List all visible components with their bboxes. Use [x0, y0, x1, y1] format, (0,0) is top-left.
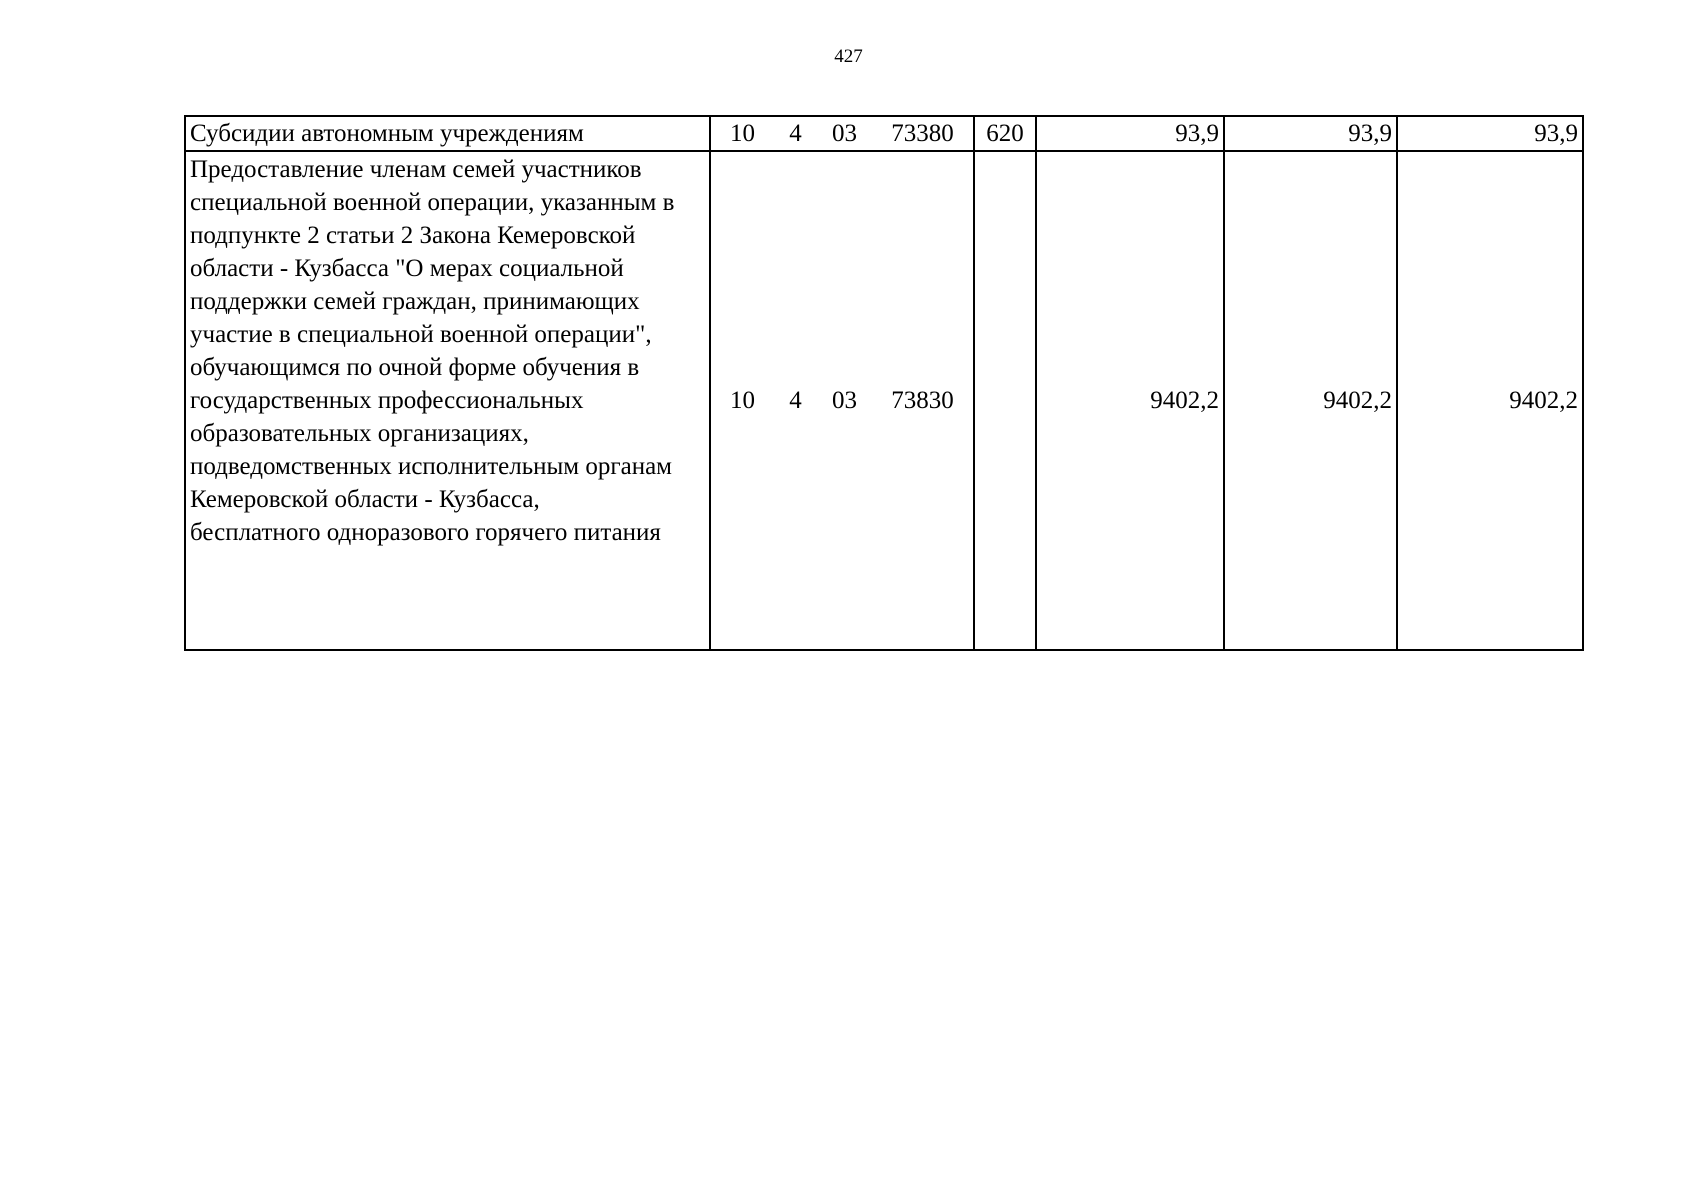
row-name-line: обучающимся по очной форме обучения в: [190, 354, 640, 381]
page-number: 427: [834, 46, 863, 67]
row-name-line: специальной военной операции, указанным в: [190, 189, 675, 216]
row-name-line: Субсидии автономным учреждениям: [190, 120, 584, 147]
row-name-line: поддержки семей граждан, принимающих: [190, 288, 640, 315]
budget-table: [184, 115, 1584, 651]
vid-rashodov-cell: [974, 151, 1036, 650]
row-name-line: государственных профессиональных: [190, 387, 584, 414]
sum-cell-2: 9402,2: [1224, 151, 1397, 650]
table-row: [185, 116, 1583, 151]
napravlenie-cell: 73830: [872, 151, 974, 650]
sum-cell-1: 9402,2: [1036, 151, 1224, 650]
row-name-line: Предоставление членам семей участников: [190, 156, 642, 183]
sum-cell-3: 9402,2: [1397, 151, 1583, 650]
razdel-cell: 10: [710, 151, 774, 650]
row-name-line: бесплатного одноразового горячего питания: [190, 519, 661, 546]
row-name-line: Кемеровской области - Кузбасса,: [190, 486, 540, 513]
sum-cell-1: 93,9: [1036, 116, 1224, 151]
sum-cell-2: 93,9: [1224, 116, 1397, 151]
row-name-line: образовательных организациях,: [190, 420, 529, 447]
sum-cell-3: 93,9: [1397, 116, 1583, 151]
row-name-cell: [185, 151, 710, 650]
napravlenie-cell: 73380: [872, 116, 974, 151]
programma-cell: 03: [817, 116, 872, 151]
podrazdel-cell: 4: [774, 116, 817, 151]
row-name-cell: [185, 116, 710, 151]
programma-cell: 03: [817, 151, 872, 650]
row-name-line: участие в специальной военной операции",: [190, 321, 652, 348]
razdel-cell: 10: [710, 116, 774, 151]
row-name-line: подпункте 2 статьи 2 Закона Кемеровской: [190, 222, 636, 249]
podrazdel-cell: 4: [774, 151, 817, 650]
row-name-line: подведомственных исполнительным органам: [190, 453, 672, 480]
vid-rashodov-cell: 620: [974, 116, 1036, 151]
row-name-line: области - Кузбасса "О мерах социальной: [190, 255, 624, 282]
table-row: [185, 151, 1583, 650]
